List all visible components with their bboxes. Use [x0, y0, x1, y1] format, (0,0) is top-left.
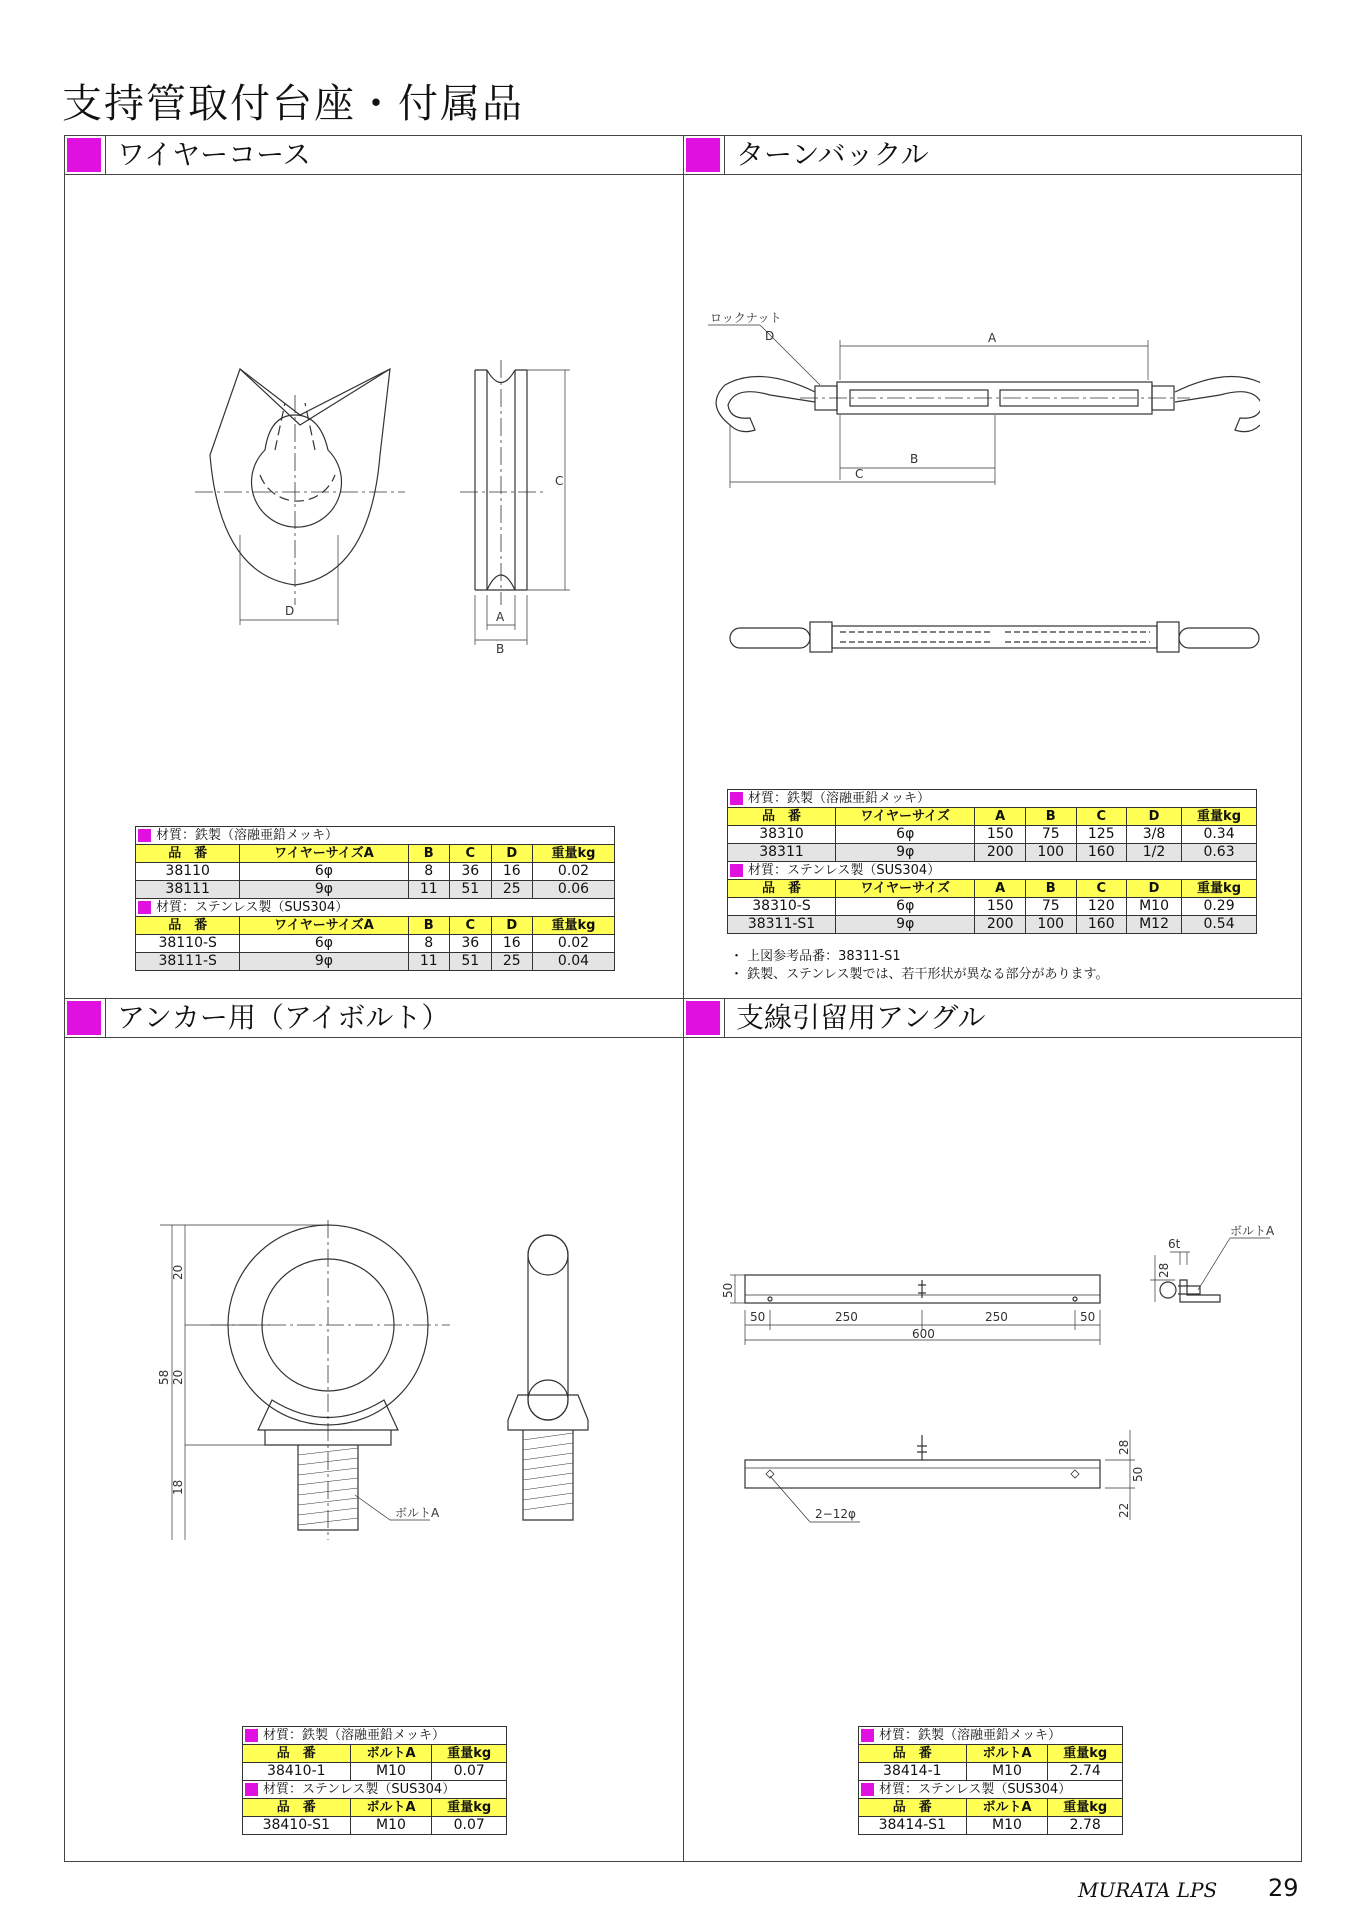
material-label: 材質：鉄製（溶融亜鉛メッキ） — [859, 1727, 1123, 1745]
section-marker — [686, 1001, 720, 1035]
dim-label-20b: 20 — [171, 1369, 185, 1385]
section-marker — [67, 138, 101, 172]
table-row: 38414-1 M10 2.74 — [859, 1763, 1123, 1781]
section-marker — [686, 138, 720, 172]
table-row: 38311-S1 9φ 200 100 160 M12 0.54 — [728, 916, 1257, 934]
material-label: 材質：ステンレス製（SUS304） — [728, 862, 1257, 880]
col-header: B — [408, 845, 450, 863]
dim-label-22: 22 — [1117, 1502, 1131, 1518]
dim-label-d: D — [285, 604, 295, 618]
section-heading: 支線引留用アングル — [736, 1001, 986, 1034]
brand-label: MURATA LPS — [1078, 1878, 1218, 1902]
col-header: C — [450, 845, 492, 863]
angle-spec-table: 材質：鉄製（溶融亜鉛メッキ） 品 番 ボルトA 重量kg 38414-1 M10 2.74 材質：ステンレス製（SUS304） 品 番 ボルトA 重量kg 38414-S1 M10 2.78 — [858, 1726, 1123, 1835]
page-title: 支持管取付台座・付属品 — [62, 81, 524, 127]
dim-label-58: 58 — [157, 1369, 171, 1385]
dim-label-28: 28 — [1157, 1262, 1171, 1278]
dim-label-b: B — [910, 452, 919, 466]
dim-label-600: 600 — [912, 1327, 935, 1341]
dim-label-20a: 20 — [171, 1264, 185, 1280]
bolt-label: ボルトA — [1230, 1224, 1275, 1238]
section-header-turnbuckle — [684, 136, 1301, 175]
dim-label-c: C — [555, 474, 564, 488]
material-label: 材質：鉄製（溶融亜鉛メッキ） — [136, 827, 615, 845]
dim-label-b: B — [496, 642, 505, 655]
table-row: 38410-S1 M10 0.07 — [243, 1817, 507, 1835]
dim-label-50b: 50 — [1131, 1466, 1145, 1482]
section-header-wire-course — [65, 136, 683, 175]
note: ・ 鉄製、ステンレス製では、若干形状が異なる部分があります。 — [730, 967, 1109, 982]
dim-label-c: C — [855, 467, 864, 481]
material-label: 材質：ステンレス製（SUS304） — [136, 899, 615, 917]
dim-label-d: D — [765, 329, 775, 343]
col-header: D — [491, 917, 533, 935]
section-heading: ターンバックル — [736, 138, 929, 171]
col-header: C — [450, 917, 492, 935]
section-marker — [67, 1001, 101, 1035]
dim-label-28b: 28 — [1117, 1439, 1131, 1455]
wire-course-spec-table — [135, 826, 615, 971]
dim-label-50: 50 — [721, 1282, 735, 1298]
material-label: 材質：ステンレス製（SUS304） — [243, 1781, 507, 1799]
turnbuckle-spec-table: 材質：鉄製（溶融亜鉛メッキ） 品 番 ワイヤーサイズ A B C D 重量kg 38310 6φ 150 75 125 3/8 0.34 38311 9φ 200 100 160 1/2 0.63 材質：ステンレス製（SUS304） 品 番 ワイヤーサイズ A B C D 重量kg 38310-S 6φ 150 75 120 M10 0.29 38311-S1 9φ 200 100 160 M12 0.54 — [727, 789, 1257, 934]
turnbuckle-notes — [730, 948, 1108, 984]
turnbuckle-drawing — [700, 310, 1260, 660]
table-row: 38414-S1 M10 2.78 — [859, 1817, 1123, 1835]
eyebolt-spec-table: 材質：鉄製（溶融亜鉛メッキ） 品 番 ボルトA 重量kg 38410-1 M10 0.07 材質：ステンレス製（SUS304） 品 番 ボルトA 重量kg 38410-S1 M10 0.07 — [242, 1726, 507, 1835]
dim-label-50l: 50 — [750, 1310, 766, 1324]
eyebolt-drawing — [150, 1220, 610, 1540]
dim-label-250b: 250 — [985, 1310, 1008, 1324]
material-label: 材質：鉄製（溶融亜鉛メッキ） — [243, 1727, 507, 1745]
table-row: 38111-S 9φ 11 51 25 0.04 — [136, 953, 615, 971]
section-heading: アンカー用（アイボルト） — [117, 1001, 450, 1034]
col-header: B — [408, 917, 450, 935]
note: ・ 上図参考品番：38311-S1 — [730, 949, 901, 964]
material-label: 材質：鉄製（溶融亜鉛メッキ） — [728, 790, 1257, 808]
table-row: 38110-S 6φ 8 36 16 0.02 — [136, 935, 615, 953]
wire-course-drawing — [180, 355, 600, 655]
section-header-angle — [684, 999, 1301, 1038]
col-header: 重量kg — [533, 845, 615, 863]
dim-label-a: A — [988, 331, 997, 345]
col-header: ワイヤーサイズA — [240, 917, 408, 935]
bolt-label: ボルトA — [395, 1506, 440, 1520]
col-header: 品 番 — [136, 917, 240, 935]
table-row: 38410-1 M10 0.07 — [243, 1763, 507, 1781]
col-header: ワイヤーサイズA — [240, 845, 408, 863]
col-header: 重量kg — [533, 917, 615, 935]
material-label: 材質：ステンレス製（SUS304） — [859, 1781, 1123, 1799]
section-heading: ワイヤーコース — [117, 138, 311, 171]
dim-label-50r: 50 — [1080, 1310, 1096, 1324]
dim-label-a: A — [496, 610, 505, 624]
angle-drawing — [710, 1220, 1290, 1540]
table-row: 38110 6φ 8 36 16 0.02 — [136, 863, 615, 881]
col-header: 品 番 — [136, 845, 240, 863]
section-header-eyebolt — [65, 999, 683, 1038]
table-row: 38310 6φ 150 75 125 3/8 0.34 — [728, 826, 1257, 844]
dim-label-18: 18 — [171, 1479, 185, 1495]
locknut-label: ロックナット — [710, 311, 782, 325]
page-number: 29 — [1268, 1874, 1299, 1902]
dim-label-6t: 6t — [1168, 1237, 1181, 1251]
hole-label: 2−12φ — [815, 1507, 856, 1521]
col-header: D — [491, 845, 533, 863]
table-row: 38311 9φ 200 100 160 1/2 0.63 — [728, 844, 1257, 862]
table-row: 38111 9φ 11 51 25 0.06 — [136, 881, 615, 899]
table-row: 38310-S 6φ 150 75 120 M10 0.29 — [728, 898, 1257, 916]
dim-label-250a: 250 — [835, 1310, 858, 1324]
